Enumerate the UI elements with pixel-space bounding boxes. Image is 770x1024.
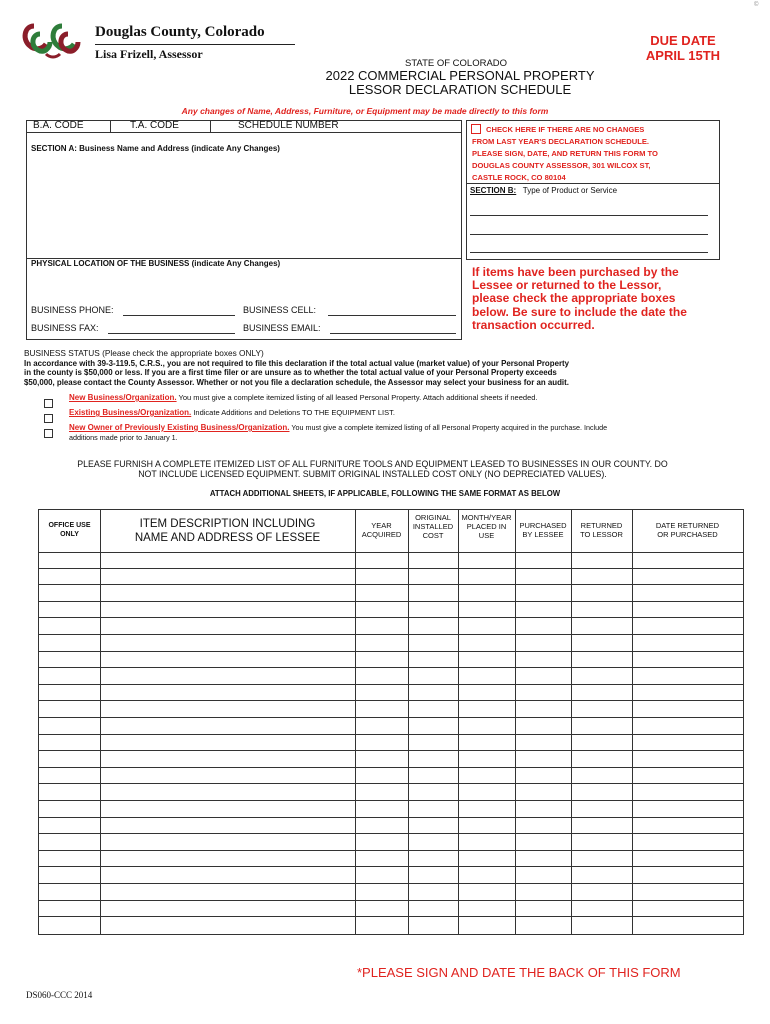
title-line-2: LESSOR DECLARATION SCHEDULE (348, 82, 572, 97)
option-new-owner-checkbox[interactable] (44, 429, 53, 438)
product-line-2[interactable] (470, 234, 708, 235)
table-row[interactable] (39, 701, 743, 718)
sign-reminder: *PLEASE SIGN AND DATE THE BACK OF THIS FORM (357, 965, 681, 980)
attach-sheets-note: ATTACH ADDITIONAL SHEETS, IF APPLICABLE, FOLLOWING THE SAME FORMAT AS BELOW (209, 489, 561, 498)
business-phone-field[interactable] (123, 315, 235, 316)
due-date-label: DUE DATE (650, 33, 716, 48)
changes-notice: Any changes of Name, Address, Furniture, or Equipment may be made directly to this form (181, 106, 549, 116)
no-changes-line-5: CASTLE ROCK, CO 80104 (472, 173, 566, 182)
business-email-field[interactable] (330, 333, 456, 334)
business-phone-label: BUSINESS PHONE: (31, 305, 114, 315)
equipment-table (38, 509, 744, 935)
table-row[interactable] (39, 851, 743, 868)
table-header-cell (632, 521, 743, 539)
table-row[interactable] (39, 735, 743, 752)
section-b-text: Type of Product or Service (522, 186, 618, 195)
option-new-business-checkbox[interactable] (44, 399, 53, 408)
table-header-text: ACQUIRED (361, 530, 402, 539)
business-cell-label: BUSINESS CELL: (243, 305, 317, 315)
table-header-cell (515, 521, 571, 539)
option-new-owner-title: New Owner of Previously Existing Business/Organization. (69, 423, 290, 432)
table-row[interactable] (39, 917, 743, 934)
business-address-field[interactable] (30, 156, 456, 254)
status-text-1: In accordance with 39-3-119.5, C.R.S., you are not required to file this declaration if the total actual value (market value) of your Personal Property (24, 358, 570, 368)
table-header-text: NAME AND ADDRESS OF LESSEE (134, 532, 321, 544)
table-header-text: BY LESSEE (522, 530, 564, 539)
table-row[interactable] (39, 668, 743, 685)
no-changes-line-4: DOUGLAS COUNTY ASSESSOR, 301 WILCOX ST, (472, 161, 651, 170)
purchased-notice-line-5: transaction occurred. (472, 317, 595, 332)
table-header-cell (355, 521, 408, 539)
status-text-2: in the county is $50,000 or less. If you are a first time filer or are unsure as to whether the total actual value of your Personal Property exceeds (24, 368, 557, 378)
due-date (628, 33, 738, 63)
table-header-text: COST (422, 531, 444, 540)
table-header-text: ORIGINAL (415, 513, 451, 522)
table-header-text: YEAR (371, 521, 392, 530)
option-new-owner (44, 425, 53, 443)
table-row[interactable] (39, 834, 743, 851)
title-line-1: 2022 COMMERCIAL PERSONAL PROPERTY (325, 68, 595, 83)
purchased-notice-line-3: please check the appropriate boxes (472, 291, 676, 306)
product-line-1[interactable] (470, 215, 708, 216)
option-existing-business-checkbox[interactable] (44, 414, 53, 423)
table-row[interactable] (39, 585, 743, 602)
product-line-3[interactable] (470, 252, 708, 253)
business-cell-field[interactable] (328, 315, 456, 316)
purchased-notice-line-4: below. Be sure to include the date the (472, 304, 687, 319)
no-changes-line-3: PLEASE SIGN, DATE, AND RETURN THIS FORM TO (472, 149, 658, 158)
table-row[interactable] (39, 652, 743, 669)
instructions-line-2: NOT INCLUDE LICENSED EQUIPMENT. SUBMIT ORIGINAL INSTALLED COST ONLY (NO DEPRECIATED VALUES). (138, 469, 607, 479)
business-email-label: BUSINESS EMAIL: (243, 323, 321, 333)
table-row[interactable] (39, 751, 743, 768)
no-changes-checkbox[interactable] (471, 124, 481, 134)
table-row[interactable] (39, 635, 743, 652)
no-changes-instructions (472, 136, 658, 184)
business-status-heading: BUSINESS STATUS (Please check the appropriate boxes ONLY) (24, 348, 264, 358)
table-row[interactable] (39, 901, 743, 918)
page-title (250, 69, 670, 97)
purchased-notice (472, 266, 687, 332)
form-id: DS060-CCC 2014 (26, 990, 93, 1000)
table-row[interactable] (39, 784, 743, 801)
table-header-cell (100, 517, 355, 545)
option-new-owner-text (69, 423, 719, 442)
itemized-instructions (0, 459, 745, 479)
purchased-notice-line-2: Lessee or returned to the Lessor, (472, 278, 662, 293)
no-changes-line-2: FROM LAST YEAR'S DECLARATION SCHEDULE. (472, 137, 650, 146)
table-row[interactable] (39, 685, 743, 702)
table-header-text: USE (478, 531, 495, 540)
table-row[interactable] (39, 569, 743, 586)
table-header-text: RETURNED (580, 521, 623, 530)
table-header-cell (571, 521, 632, 539)
option-existing-business-text (69, 408, 395, 417)
table-row[interactable] (39, 718, 743, 735)
instructions-line-1: PLEASE FURNISH A COMPLETE ITEMIZED LIST OF ALL FURNITURE TOOLS AND EQUIPMENT LEASED TO BUSINESSES IN OUR COUNTY. DO (77, 459, 668, 469)
table-row[interactable] (39, 618, 743, 635)
table-row[interactable] (39, 552, 743, 569)
option-new-business-title: New Business/Organization. (69, 393, 177, 402)
table-header-cell (458, 513, 515, 540)
option-existing-business-desc: Indicate Additions and Deletions TO THE EQUIPMENT LIST. (193, 408, 395, 417)
table-header-text: OFFICE USE (48, 522, 91, 529)
table-header-text: PURCHASED (519, 521, 567, 530)
business-fax-field[interactable] (108, 333, 235, 334)
assessor-name: Lisa Frizell, Assessor (95, 47, 203, 61)
option-new-owner-desc-2: additions made prior to January 1. (69, 432, 178, 442)
table-row[interactable] (39, 884, 743, 901)
table-row[interactable] (39, 768, 743, 785)
table-header-cell (408, 513, 458, 540)
section-a-label: SECTION A: Business Name and Address (indicate Any Changes) (31, 144, 280, 153)
status-text-3: $50,000, please contact the County Assessor. Whether or not you file a declaration schedule, the Assessor may select your business for an audit. (24, 377, 569, 387)
table-header-text: OR PURCHASED (657, 530, 718, 539)
table-header-text: PLACED IN (466, 522, 507, 531)
table-row[interactable] (39, 818, 743, 835)
table-header-text: DATE RETURNED (655, 521, 720, 530)
physical-location-label: PHYSICAL LOCATION OF THE BUSINESS (indicate Any Changes) (31, 259, 281, 268)
table-header-text: ITEM DESCRIPTION INCLUDING (139, 518, 316, 530)
table-row[interactable] (39, 867, 743, 884)
section-b-heading (470, 186, 617, 195)
no-changes-line-1: CHECK HERE IF THERE ARE NO CHANGES (486, 125, 645, 134)
table-header-text: INSTALLED (412, 522, 454, 531)
business-status (24, 349, 754, 387)
ba-code-label: B.A. CODE (33, 120, 84, 131)
option-new-business-desc: You must give a complete itemized listing of all leased Personal Property. Attach additional sheets if needed. (178, 393, 538, 402)
option-new-business-text (69, 393, 538, 402)
no-changes-text (486, 124, 644, 136)
table-row[interactable] (39, 801, 743, 818)
county-name: Douglas County, Colorado (95, 24, 265, 40)
purchased-notice-line-1: If items have been purchased by the (472, 265, 679, 279)
table-header-text: ONLY (60, 531, 79, 538)
table-header-cell (39, 521, 100, 539)
corner-mark: © (754, 2, 759, 8)
option-new-owner-desc: You must give a complete itemized listing of all Personal Property acquired in the purchase. Include (291, 423, 608, 432)
section-b-label: SECTION B: (470, 186, 517, 195)
physical-location-field[interactable] (30, 270, 456, 298)
table-header-text: MONTH/YEAR (461, 513, 512, 522)
business-fax-label: BUSINESS FAX: (31, 323, 99, 333)
ta-code-label: T.A. CODE (130, 120, 179, 131)
county-logo (20, 20, 88, 62)
table-row[interactable] (39, 602, 743, 619)
schedule-number-label: SCHEDULE NUMBER (238, 120, 339, 131)
state-label: STATE OF COLORADO (405, 58, 508, 69)
due-date-value: APRIL 15TH (645, 48, 721, 63)
option-existing-business-title: Existing Business/Organization. (69, 408, 192, 417)
table-header-text: TO LESSOR (580, 530, 623, 539)
